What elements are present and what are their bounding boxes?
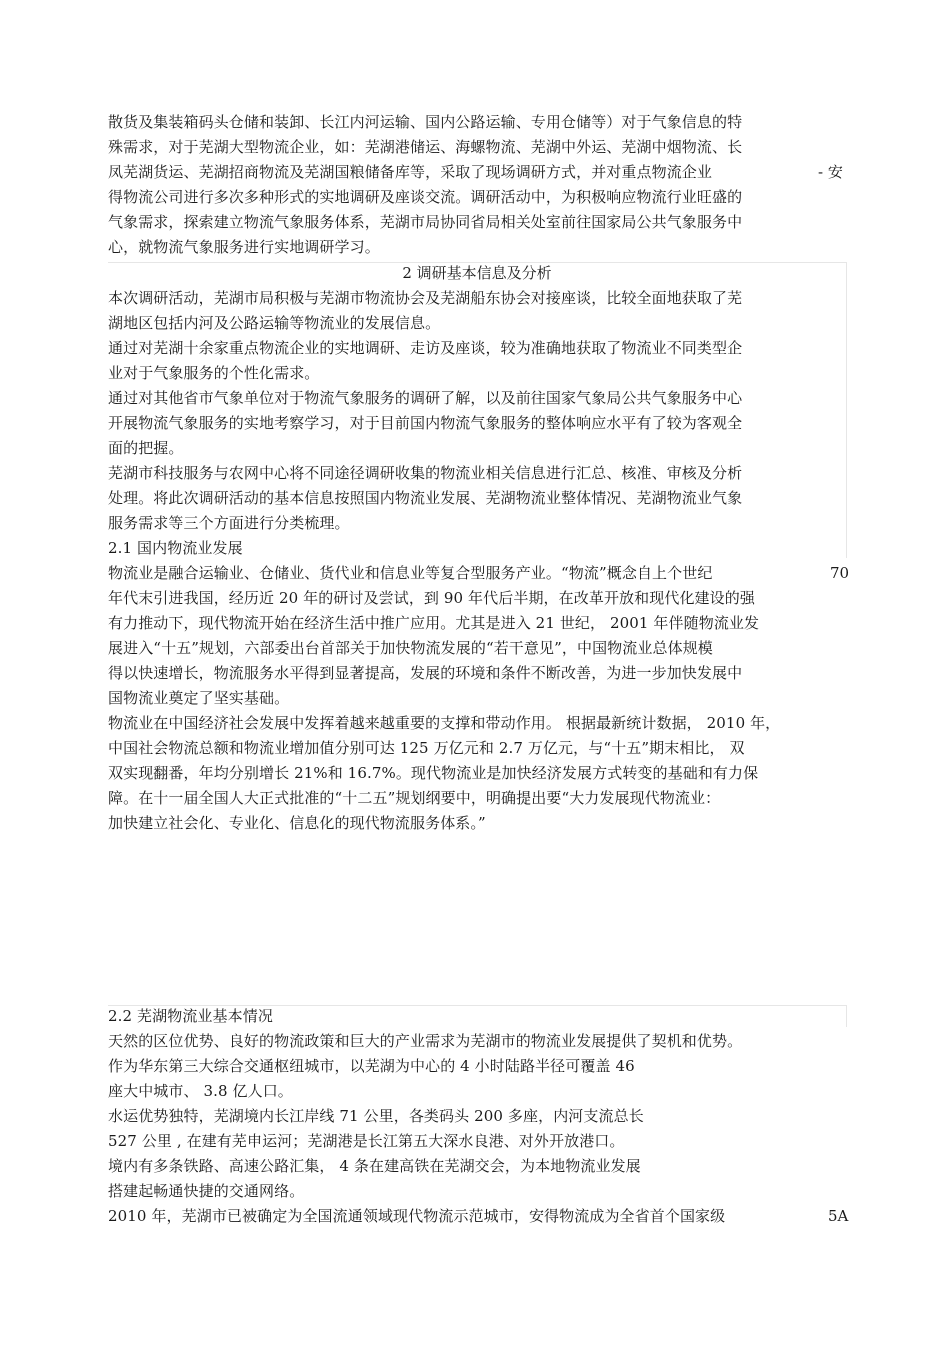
intro-line-6: 心，就物流气象服务进行实地调研学习。	[108, 238, 380, 256]
section-2-1-title: 2.1 国内物流业发展	[108, 539, 243, 557]
section21-a-line-6: 国物流业奠定了坚实基础。	[108, 689, 290, 707]
section21-a-line-1-tail: 70	[830, 564, 850, 582]
section2-p3-line-3: 面的把握。	[108, 439, 184, 457]
section22-box-right-rule	[846, 1005, 847, 1027]
section2-p2-line-1: 通过对芜湖十余家重点物流企业的实地调研、走访及座谈，较为准确地获取了物流业不同类型企	[108, 339, 743, 357]
section21-a-line-4: 展进入“十五”规划，六部委出台首部关于加快物流发展的“若干意见”，中国物流业总体规模	[108, 639, 713, 657]
section21-b-line-4: 障。在十一届全国人大正式批准的“十二五”规划纲要中，明确提出要“大力发展现代物流业：	[108, 789, 721, 807]
section2-p4-line-2: 处理。将此次调研活动的基本信息按照国内物流业发展、芜湖物流业整体情况、芜湖物流业气象	[108, 489, 743, 507]
intro-line-3-tail: - 安	[818, 163, 843, 181]
section-2-2-title: 2.2 芜湖物流业基本情况	[108, 1007, 273, 1025]
intro-line-1: 散货及集装箱码头仓储和装卸、长江内河运输、国内公路运输、专用仓储等）对于气象信息的特	[108, 113, 743, 131]
section22-line-2: 作为华东第三大综合交通枢纽城市，以芜湖为中心的 4 小时陆路半径可覆盖 46	[108, 1057, 635, 1075]
section2-p1-line-1: 本次调研活动，芜湖市局积极与芜湖市物流协会及芜湖船东协会对接座谈，比较全面地获取了芜	[108, 289, 743, 307]
section21-b-line-5: 加快建立社会化、专业化、信息化的现代物流服务体系。”	[108, 814, 486, 832]
section2-p3-line-2: 开展物流气象服务的实地考察学习，对于目前国内物流气象服务的整体响应水平有了较为客观全	[108, 414, 743, 432]
section22-line-3: 座大中城市、 3.8 亿人口。	[108, 1082, 293, 1100]
section2-p4-line-3: 服务需求等三个方面进行分类梳理。	[108, 514, 350, 532]
section22-line-5: 527 公里 , 在建有芜申运河；芜湖港是长江第五大深水良港、对外开放港口。	[108, 1132, 625, 1150]
section22-line-4: 水运优势独特，芜湖境内长江岸线 71 公里，各类码头 200 多座，内河支流总长	[108, 1107, 644, 1125]
section22-line-8: 2010 年，芜湖市已被确定为全国流通领域现代物流示范城市，安得物流成为全省首个国家级	[108, 1207, 726, 1225]
section22-line-7: 搭建起畅通快捷的交通网络。	[108, 1182, 305, 1200]
section21-b-line-3: 双实现翻番，年均分别增长 21%和 16.7%。现代物流业是加快经济发展方式转变的基础和有力保	[108, 764, 759, 782]
section21-a-line-3: 有力推动下，现代物流开始在经济生活中推广应用。尤其是进入 21 世纪， 2001 年伴随物流业发	[108, 614, 760, 632]
section22-line-6: 境内有多条铁路、高速公路汇集， 4 条在建高铁在芜湖交会，为本地物流业发展	[108, 1157, 641, 1175]
intro-line-2: 殊需求，对于芜湖大型物流企业，如：芜湖港储运、海螺物流、芜湖中外运、芜湖中烟物流、长	[108, 138, 743, 156]
section21-a-line-2: 年代末引进我国，经历近 20 年的研讨及尝试，到 90 年代后半期，在改革开放和现代化建设的强	[108, 589, 755, 607]
section22-line-1: 天然的区位优势、良好的物流政策和巨大的产业需求为芜湖市的物流业发展提供了契机和优势。	[108, 1032, 743, 1050]
section2-p2-line-2: 业对于气象服务的个性化需求。	[108, 364, 320, 382]
section22-line-8-tail: 5A	[828, 1207, 849, 1225]
section21-b-line-2: 中国社会物流总额和物流业增加值分别可达 125 万亿元和 2.7 万亿元，与“十五”期末相比， 双	[108, 739, 745, 757]
section2-p4-line-1: 芜湖市科技服务与农网中心将不同途径调研收集的物流业相关信息进行汇总、核准、审核及分析	[108, 464, 743, 482]
intro-line-3: 凤芜湖货运、芜湖招商物流及芜湖国粮储备库等，采取了现场调研方式，并对重点物流企业	[108, 163, 713, 181]
intro-line-4: 得物流公司进行多次多种形式的实地调研及座谈交流。调研活动中，为积极响应物流行业旺盛的	[108, 188, 743, 206]
section2-box-right-rule	[846, 262, 847, 558]
section-2-title: 2 调研基本信息及分析	[402, 264, 552, 282]
section21-b-line-1: 物流业在中国经济社会发展中发挥着越来越重要的支撑和带动作用。 根据最新统计数据， 2010 年，	[108, 714, 781, 732]
section2-p3-line-1: 通过对其他省市气象单位对于物流气象服务的调研了解，以及前往国家气象局公共气象服务中心	[108, 389, 743, 407]
section2-p1-line-2: 湖地区包括内河及公路运输等物流业的发展信息。	[108, 314, 441, 332]
intro-line-5: 气象需求，探索建立物流气象服务体系，芜湖市局协同省局相关处室前往国家局公共气象服务中	[108, 213, 743, 231]
section21-a-line-5: 得以快速增长，物流服务水平得到显著提高，发展的环境和条件不断改善，为进一步加快发展中	[108, 664, 743, 682]
section21-a-line-1: 物流业是融合运输业、仓储业、货代业和信息业等复合型服务产业。“物流”概念自上个世纪	[108, 564, 713, 582]
